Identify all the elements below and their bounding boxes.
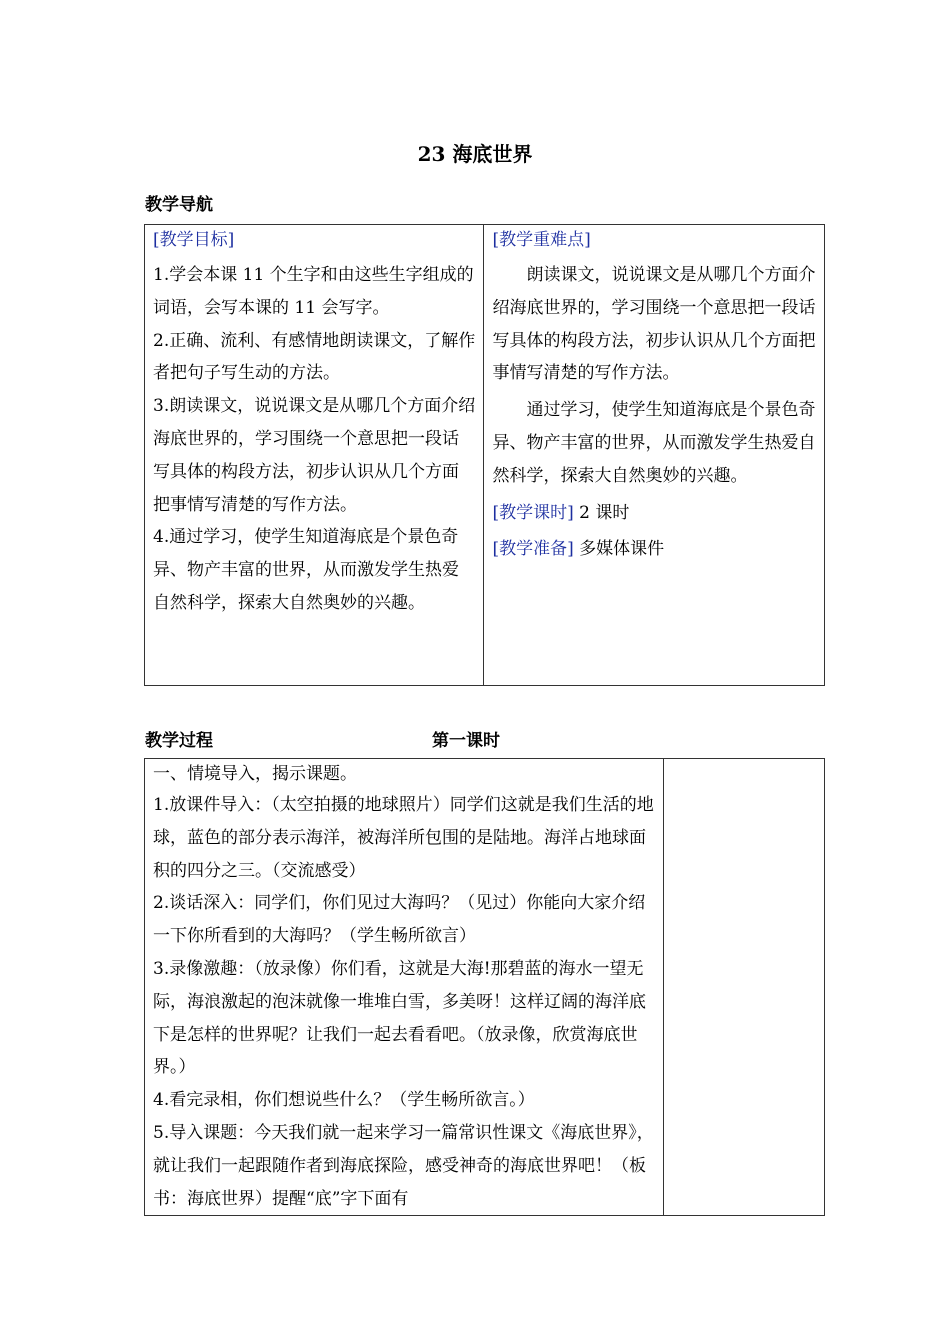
lesson-hours-value: 2 课时 xyxy=(573,502,630,523)
process-table xyxy=(144,758,825,1216)
goal-item: 2.正确、流利、有感情地朗读课文，了解作者把句子写生动的方法。 xyxy=(153,330,476,384)
goal-item: 3.朗读课文，说说课文是从哪几个方面介绍海底世界的，学习围绕一个意思把一段话写具体的构段方法，初步认识从几个方面把事情写清楚的写作方法。 xyxy=(153,396,476,515)
process-cell xyxy=(145,759,664,1216)
key-point-paragraph: 朗读课文，说说课文是从哪几个方面介绍海底世界的，学习围绕一个意思把一段话写具体的构段方法，初步认识从几个方面把事情写清楚的写作方法。 xyxy=(492,265,816,384)
goal-item: 4.通过学习，使学生知道海底是个景色奇异、物产丰富的世界，从而激发学生热爱自然科学，探索大自然奥妙的兴趣。 xyxy=(153,527,459,613)
process-step: 5.导入课题：今天我们就一起来学习一篇常识性课文《海底世界》，就让我们一起跟随作者到海底探险，感受神奇的海底世界吧！（板书：海底世界）提醒“底”字下面有 xyxy=(153,1122,654,1209)
process-step: 3.录像激趣：（放录像）你们看，这就是大海!那碧蓝的海水一望无际，海浪激起的泡沫就像一堆堆白雪，多美呀！这样辽阔的海洋底下是怎样的世界呢？让我们一起去看看吧。（放录像，欣赏海底世界。） xyxy=(153,958,646,1078)
process-step: 2.谈话深入：同学们，你们见过大海吗？（见过）你能向大家介绍一下你所看到的大海吗？（学生畅所欲言） xyxy=(153,893,646,947)
lesson-heading: 第一课时 xyxy=(432,731,500,751)
goals-tag: [教学目标] xyxy=(153,230,235,250)
process-step: 1.放课件导入：（太空拍摄的地球照片）同学们这就是我们生活的地球，蓝色的部分表示海洋，被海洋所包围的是陆地。海洋占地球面积的四分之三。（交流感受） xyxy=(153,795,654,881)
nav-table xyxy=(144,224,825,686)
goals-cell xyxy=(145,225,484,686)
key-points-tag: [教学重难点] xyxy=(492,230,591,250)
lesson-prep xyxy=(492,531,816,567)
notes-cell xyxy=(664,759,825,1216)
lesson-prep-value: 多媒体课件 xyxy=(573,538,665,559)
goal-item: 1.学会本课 11 个生字和由这些生字组成的词语，会写本课的 11 会写字。 xyxy=(153,265,474,318)
key-point-paragraph: 通过学习，使学生知道海底是个景色奇异、物产丰富的世界，从而激发学生热爱自然科学，探索大自然奥妙的兴趣。 xyxy=(492,400,816,486)
lesson-hours xyxy=(492,495,816,531)
process-step: 4.看完录相，你们想说些什么？（学生畅所欲言。） xyxy=(153,1090,535,1111)
key-points-cell xyxy=(484,225,825,686)
nav-heading: 教学导航 xyxy=(145,195,213,215)
process-heading: 教学过程 xyxy=(145,731,213,751)
lesson-prep-tag: [教学准备] xyxy=(492,538,574,559)
process-section-title: 一、情境导入，揭示课题。 xyxy=(153,764,357,784)
lesson-hours-tag: [教学课时] xyxy=(492,502,574,523)
page-title: 23 海底世界 xyxy=(417,142,533,166)
